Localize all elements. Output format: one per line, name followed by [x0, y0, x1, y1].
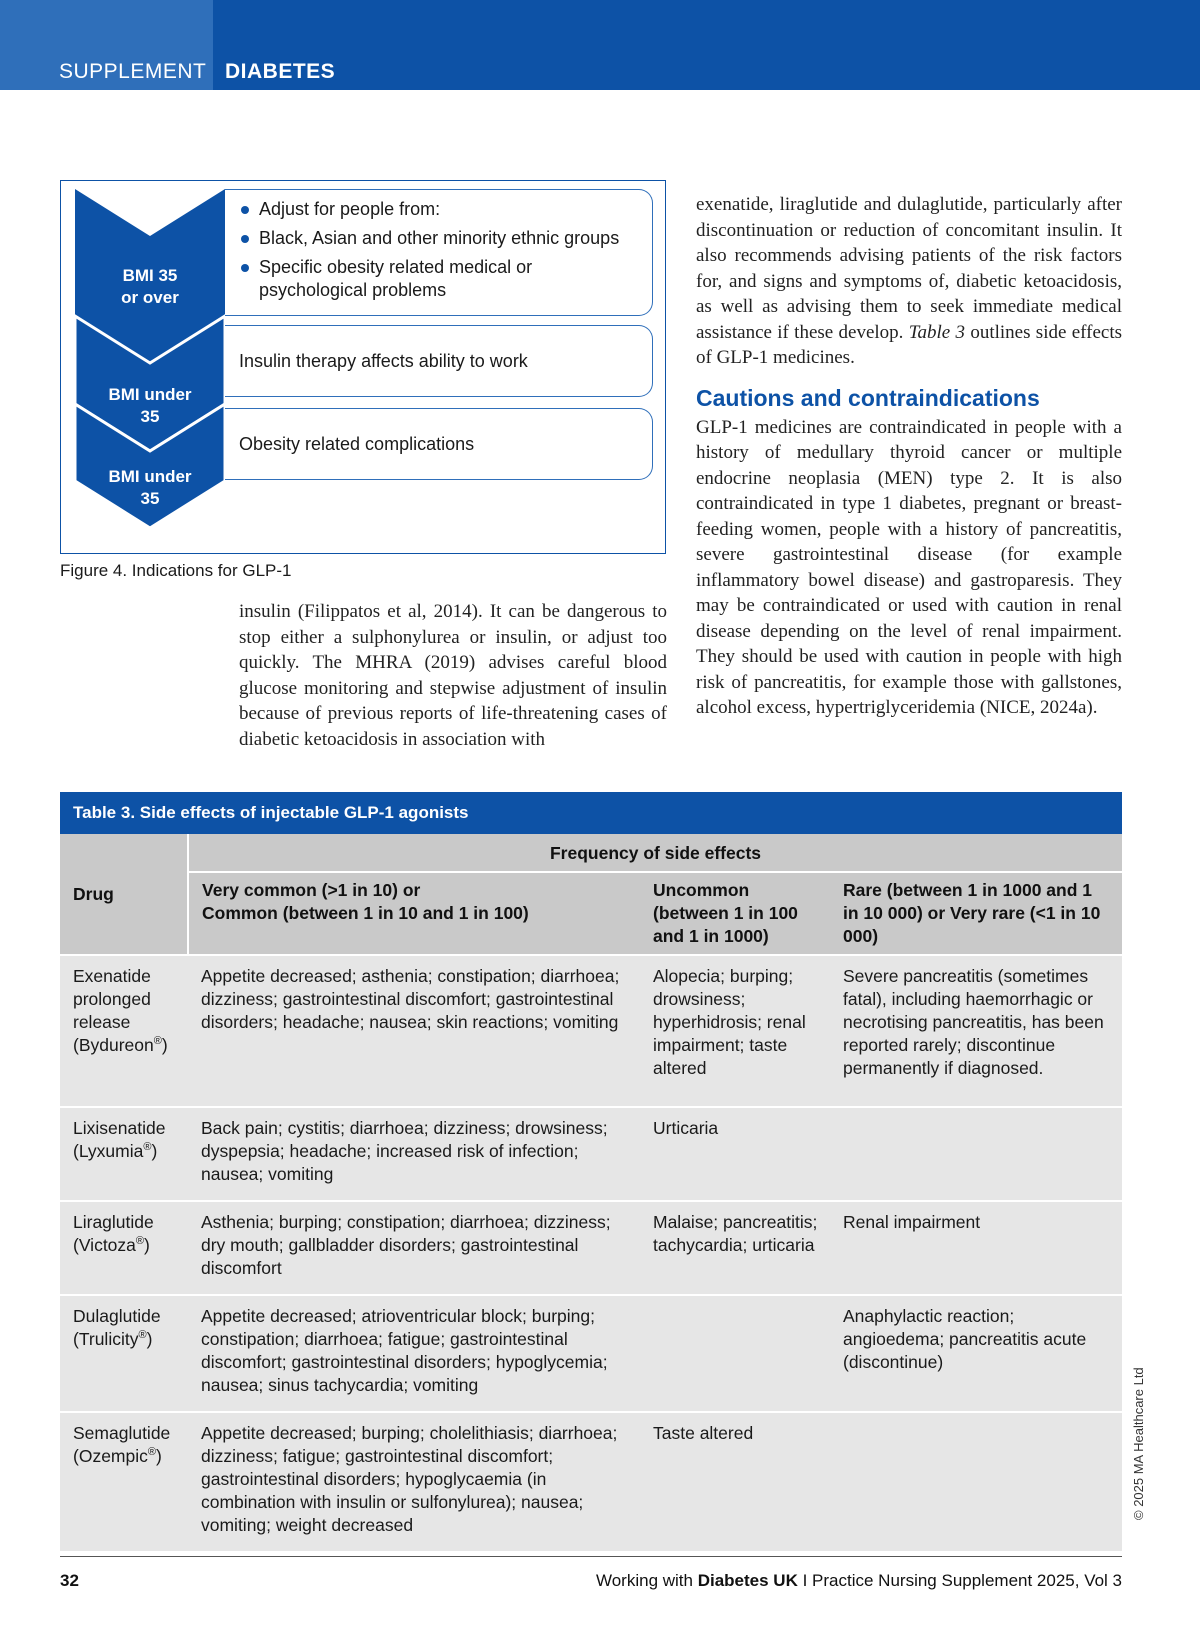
header-supplement-label: SUPPLEMENT — [59, 60, 207, 83]
table-row — [60, 1201, 1122, 1295]
body-column-right — [696, 192, 1122, 721]
cell-uncommon — [640, 1295, 830, 1412]
table-row — [60, 1412, 1122, 1551]
table-title: Table 3. Side effects of injectable GLP-1 agonists — [60, 792, 1122, 834]
label-bmi-over: BMI 35 or over — [121, 266, 179, 307]
copyright-notice: © 2025 MA Healthcare Ltd — [1131, 1367, 1146, 1520]
table-grid — [60, 834, 1122, 1551]
label-bmi-under-2: BMI under 35 — [108, 467, 192, 508]
page-number: 32 — [60, 1571, 79, 1590]
cell-common: Appetite decreased; asthenia; constipation; diarrhoea; dizziness; gastrointestinal discomfort; gastrointestinal disorders; headache; nausea; skin reactions; vomiting — [188, 955, 640, 1107]
card-adjust-item: Adjust for people from: — [239, 198, 642, 221]
card-adjust-item: Specific obesity related medical or psychological problems — [239, 256, 642, 302]
cell-common: Asthenia; burping; constipation; diarrhoea; dizziness; dry mouth; gallbladder disorders; gastrointestinal discomfort — [188, 1201, 640, 1295]
table-reference: Table 3 — [908, 321, 966, 343]
card-obesity-complications: Obesity related complications — [225, 408, 653, 480]
cell-common: Appetite decreased; atrioventricular block; burping; constipation; diarrhoea; fatigue; gastrointestinal discomfort; gastrointestinal disorders; hypoglycemia; nausea; sinus tachycardia; vomiting — [188, 1295, 640, 1412]
cell-drug: Lixisenatide (Lyxumia®) — [60, 1107, 188, 1201]
body-paragraph: exenatide, liraglutide and dulaglutide, particularly after discontinuation or reduction of concomitant insulin. It also recommends advising patients of the risk factors for, and signs and symptoms of, diabetic ketoacidosis, as well as advising them to seek immediate medical assistance if these develop. Table 3 outlines side effects of GLP-1 medicines. — [696, 194, 1122, 368]
cell-rare: Renal impairment — [830, 1201, 1122, 1295]
footer-journal-line: Working with Diabetes UK I Practice Nursing Supplement 2025, Vol 3 — [595, 1571, 1122, 1590]
cell-drug: Exenatide prolonged release (Bydureon®) — [60, 955, 188, 1107]
card-adjust-item: Black, Asian and other minority ethnic groups — [239, 227, 642, 250]
cell-rare — [830, 1412, 1122, 1551]
card-adjust-list — [239, 198, 642, 302]
header-section-label: DIABETES — [225, 60, 336, 83]
cell-rare: Anaphylactic reaction; angioedema; pancreatitis acute (discontinue) — [830, 1295, 1122, 1412]
body-paragraph: GLP-1 medicines are contraindicated in people with a history of medullary thyroid cancer or multiple endocrine neoplasia (MEN) type 2. It is also contraindicated in type 1 diabetes, pregnant or breast-feeding women, people with a history of pancreatitis, severe gastrointestinal disease (for example inflammatory bowel disease) and gastroparesis. They may be contraindicated or used with caution in renal disease depending on the level of renal impairment. They should be used with caution in people with high risk of pancreatitis, for example those with gallstones, alcohol excess, hypertriglyceridemia (NICE, 2024a). — [696, 416, 1122, 718]
side-effects-table — [60, 792, 1122, 1551]
body-column-left — [239, 599, 667, 752]
header-drug: Drug — [60, 834, 188, 955]
cell-drug: Semaglutide (Ozempic®) — [60, 1412, 188, 1551]
header-frequency: Frequency of side effects — [188, 834, 1122, 872]
label-bmi-under-1: BMI under 35 — [108, 385, 192, 426]
header-band — [0, 0, 1200, 90]
cell-uncommon: Taste altered — [640, 1412, 830, 1551]
cell-rare — [830, 1107, 1122, 1201]
table-header-row — [60, 834, 1122, 872]
card-insulin-therapy: Insulin therapy affects ability to work — [225, 325, 653, 397]
figure-indications — [60, 180, 666, 554]
card-adjust-for — [225, 189, 653, 316]
header-common: Very common (>1 in 10) or Common (between 1 in 10 and 1 in 100) — [188, 872, 640, 955]
footer-rule — [60, 1556, 1122, 1557]
header-uncommon: Uncommon (between 1 in 100 and 1 in 1000) — [640, 872, 830, 955]
cell-uncommon: Urticaria — [640, 1107, 830, 1201]
body-paragraph: insulin (Filippatos et al, 2014). It can be dangerous to stop either a sulphonylurea or insulin, or adjust too quickly. The MHRA (2019) advises careful blood glucose monitoring and stepwise adjustment of insulin because of previous reports of life-threatening cases of diabetic ketoacidosis in association with — [239, 601, 667, 750]
cell-drug: Liraglutide (Victoza®) — [60, 1201, 188, 1295]
cell-common: Appetite decreased; burping; cholelithiasis; diarrhoea; dizziness; fatigue; gastrointestinal discomfort; gastrointestinal disorders; hypoglycaemia (in combination with insulin or sulfonylurea); nausea; vomiting; weight decreased — [188, 1412, 640, 1551]
cell-uncommon: Alopecia; burping; drowsiness; hyperhidrosis; renal impairment; taste altered — [640, 955, 830, 1107]
cell-drug: Dulaglutide (Trulicity®) — [60, 1295, 188, 1412]
table-subheader-row — [60, 872, 1122, 955]
section-heading: Cautions and contraindications — [696, 384, 1040, 411]
table-row — [60, 1295, 1122, 1412]
table-row — [60, 955, 1122, 1107]
cell-common: Back pain; cystitis; diarrhoea; dizziness; drowsiness; dyspepsia; headache; increased risk of infection; nausea; vomiting — [188, 1107, 640, 1201]
header-rare: Rare (between 1 in 1000 and 1 in 10 000) or Very rare (<1 in 10 000) — [830, 872, 1122, 955]
figure-caption: Figure 4. Indications for GLP-1 — [60, 561, 292, 580]
cell-uncommon: Malaise; pancreatitis; tachycardia; urticaria — [640, 1201, 830, 1295]
cell-rare: Severe pancreatitis (sometimes fatal), including haemorrhagic or necrotising pancreatitis, has been reported rarely; discontinue permanently if diagnosed. — [830, 955, 1122, 1107]
table-row — [60, 1107, 1122, 1201]
